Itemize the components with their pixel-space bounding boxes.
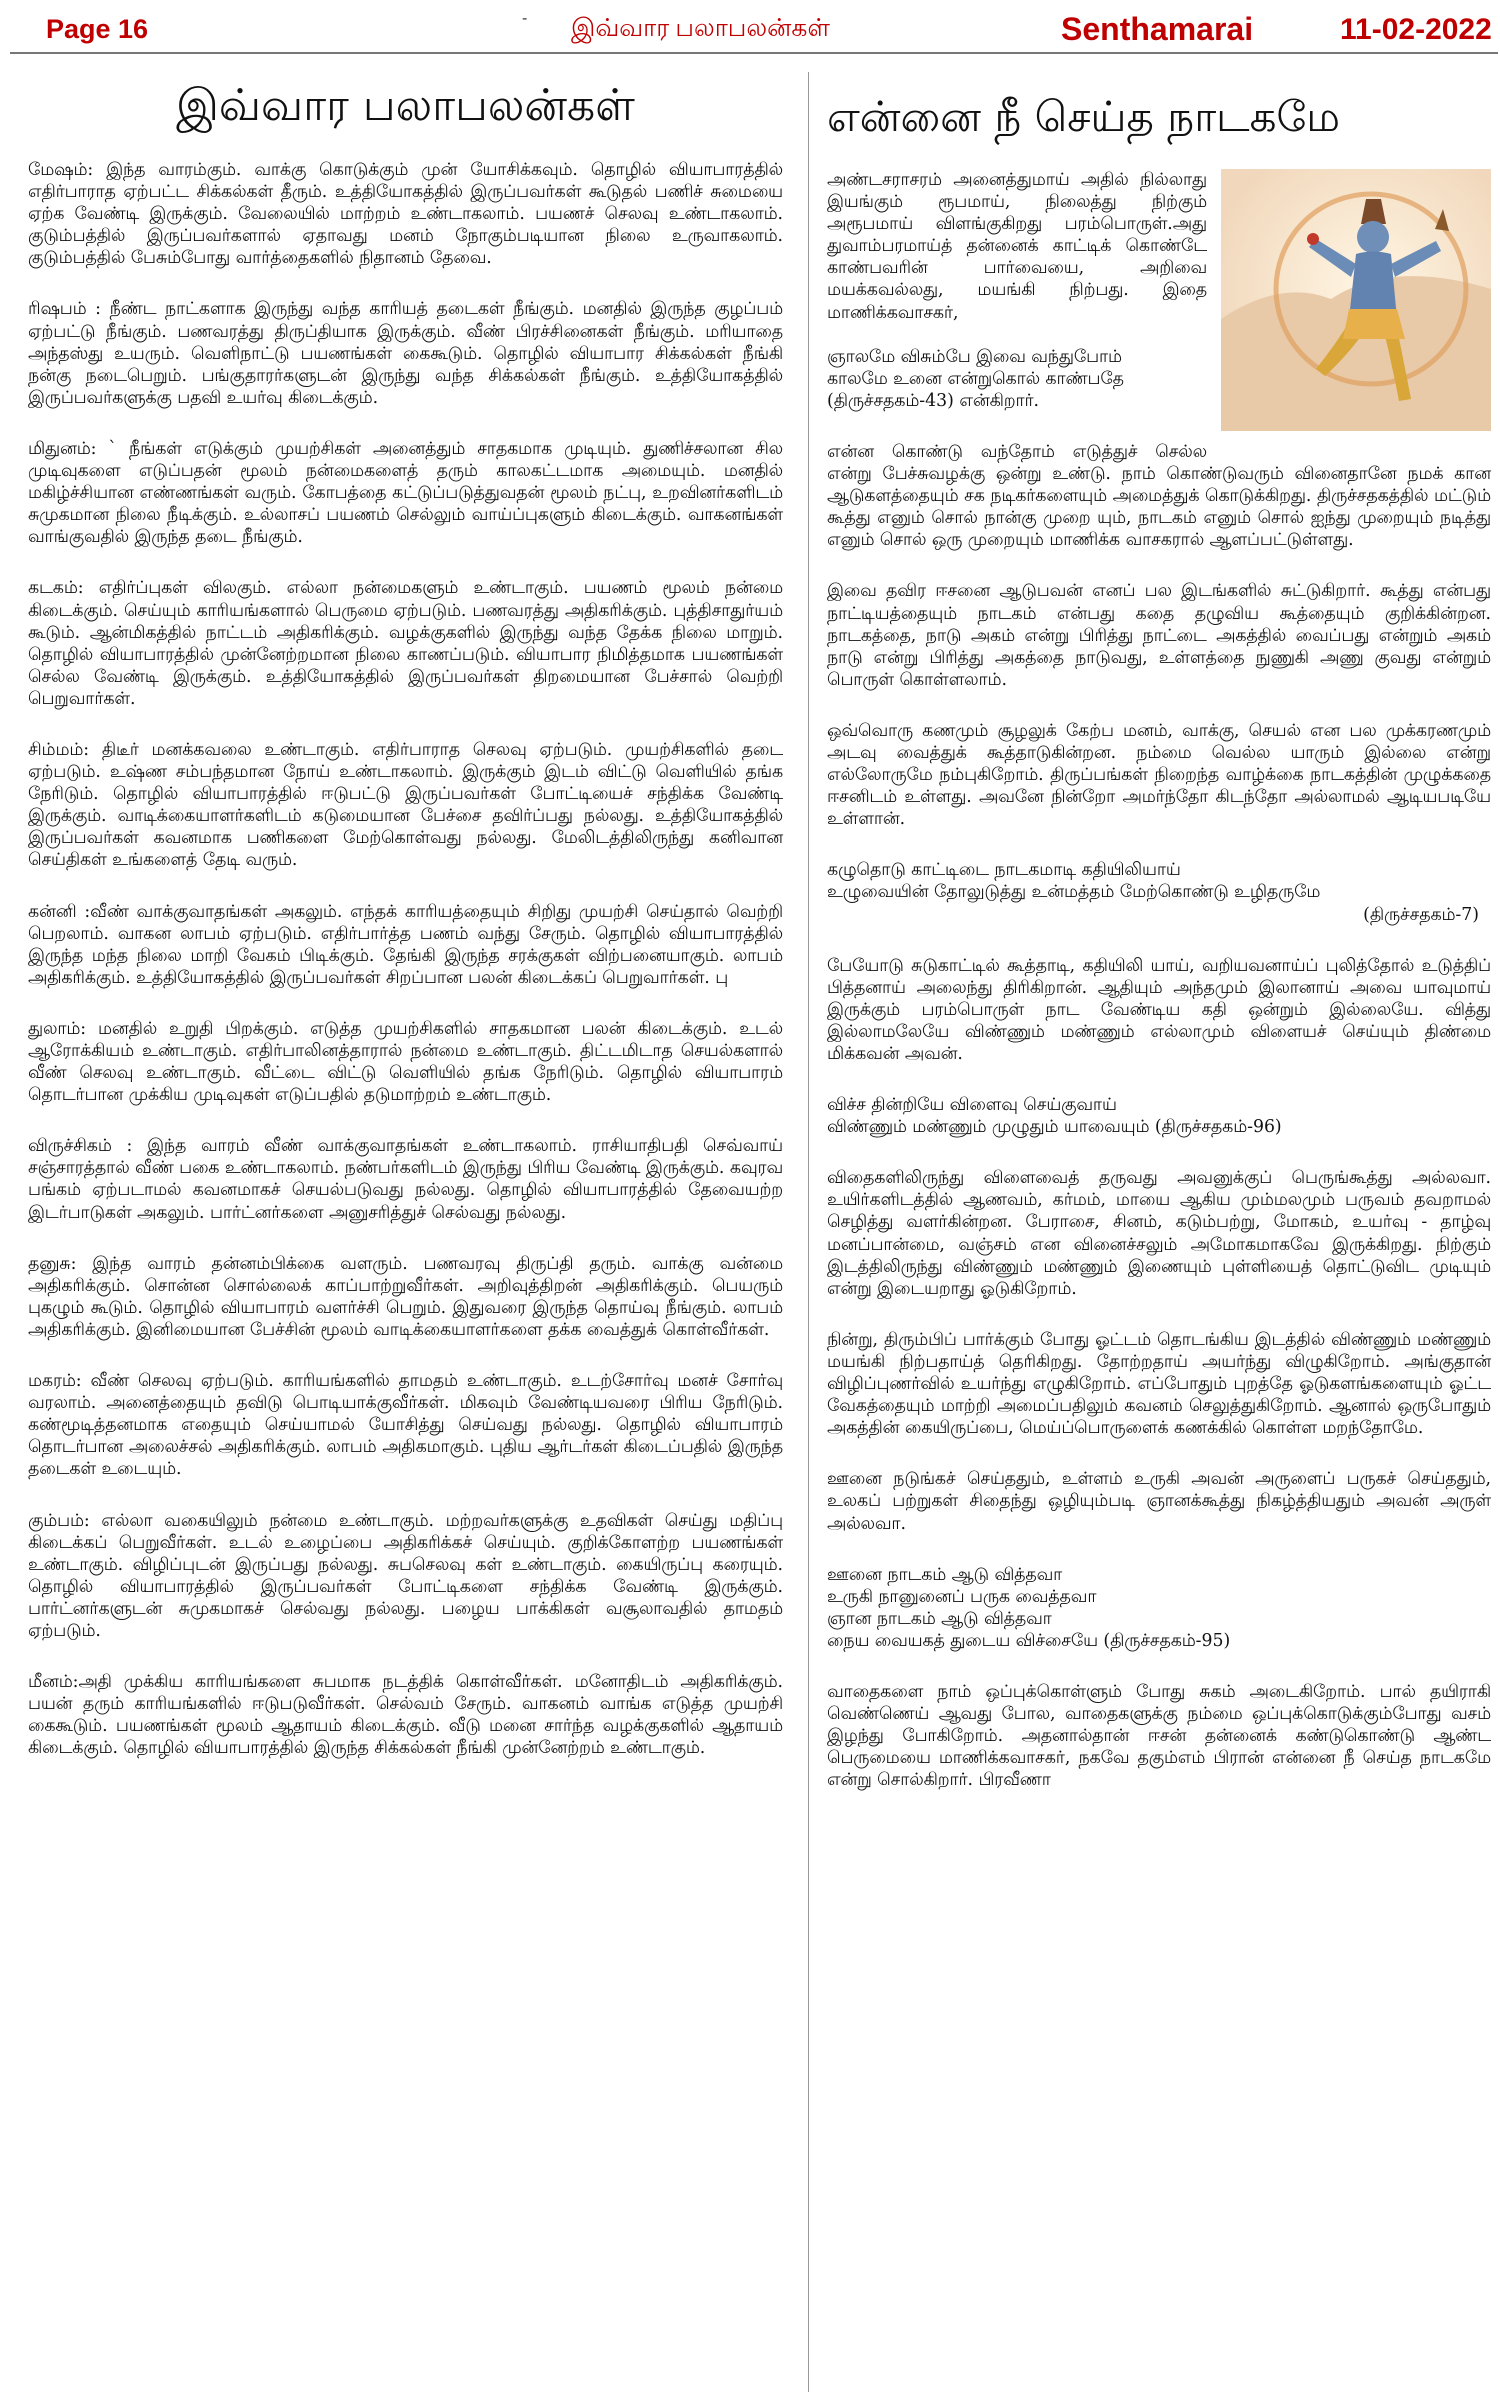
verse-4: [827, 1564, 1491, 1652]
verse-1-line-2: காலமே உனை என்றுகொல் காண்பதே: [827, 368, 1124, 389]
page-number: Page 16: [46, 14, 149, 44]
article-paragraph-1: என்ன கொண்டு வந்தோம் எடுத்துச் செல்ல என்று பேச்சுவழக்கு ஒன்று உண்டு. நாம் கொண்டுவரும் வினைதானே நமக் கான ஆடுகளத்தையும் சக நடிகர்களையும் அமைத்துக் கொடுக்கிறது. திருச்சதகத்தில் மட்டும் கூத்து எனும் சொல் நான்கு முறை யும், நாடகம் எனும் சொல் ஐந்து முறையும் நடித்து எனும் சொல் ஒரு முறையும் மாணிக்க வாசகரால் ஆளப்பட்டுள்ளது.: [827, 441, 1491, 551]
article-paragraph-4: பேயோடு சுடுகாட்டில் கூத்தாடி, கதியிலி யாய், வறியவனாய்ப் புலித்தோல் உடுத்திப் பித்தனாய் அலைந்து திரிகிறான். ஆதியும் அந்தமும் இலானாய் அவை யாவுமாய் இருக்கும் பரம்பொருள் நாட வேண்டிய கதி ஒன்றும் இல்லையே. வித்து இல்லாமலேயே விண்ணும் மண்ணும் எல்லாமும் விளையச் செய்யும் திண்மை மிக்கவன் அவன்.: [827, 955, 1491, 1064]
header-marker: -: [522, 10, 528, 27]
article-paragraph-6: நின்று, திரும்பிப் பார்க்கும் போது ஓட்டம் தொடங்கிய இடத்தில் விண்ணும் மண்ணும் மயங்கி நிற்பதாய்த் தெரிகிறது. தோற்றதாய் அயர்ந்து விழுகிறோம். அங்குதான் விழிப்புணர்வில் உயர்ந்து எழுகிறோம். எப்போதும் புறத்தே ஓடுகளங்களையும் ஓட்ட வேகத்தையும் மாற்றி அமைப்பதிலும் கவனம் செலுத்துகிறோம். ஆனால் ஒருபோதும் அகத்தின் கையிருப்பை, மெய்ப்பொருளைக் கணக்கில் கொள்ள மறந்தோமே.: [827, 1329, 1491, 1439]
article-paragraph-3: ஒவ்வொரு கணமும் சூழலுக் கேற்ப மனம், வாக்கு, செயல் என பல முக்கரணமும் அடவு வைத்துக் கூத்தாடுகின்றன. நம்மை வெல்ல யாரும் இல்லை என்று எல்லோருமே நம்புகிறோம். திருப்பங்கள் நிறைந்த வாழ்க்கை நாடகத்தின் முழுக்கதை ஈசனிடம் உள்ளது. அவனே நின்றோ அமர்ந்தோ கிடந்தோ அல்லாமல் ஆடியபடியே உள்ளான்.: [827, 720, 1491, 830]
rasi-magaram: மகரம்: வீண் செலவு ஏற்படும். காரியங்களில் தாமதம் உண்டாகும். உடற்சோர்வு மனச் சோர்வு வரலாம். அனைத்தையும் தவிடு பொடியாக்குவீர்கள். மிகவும் வேண்டியவரை பிரிய நேரிடும். கண்மூடித்தனமாக எதையும் செய்யாமல் யோசித்து செய்வது நல்லது. தொழில் வியாபாரம் தொடர்பான அலைச்சல் அதிகரிக்கும். லாபம் அதிகமாகும். புதிய ஆர்டர்கள் கிடைப்பதில் இருந்த தடைகள் உடையும்.: [28, 1371, 783, 1480]
damaru-drum: [1307, 233, 1319, 245]
publication-name: Senthamarai: [1061, 11, 1254, 47]
verse-2-line-2: உழுவையின் தோலுடுத்து உன்மத்தம் மேற்கொண்டு உழிதருமே: [827, 882, 1321, 903]
verse-2: [827, 859, 1491, 925]
article-paragraph-2: இவை தவிர ஈசனை ஆடுபவன் எனப் பல இடங்களில் சுட்டுகிறார். கூத்து என்பது நாட்டியத்தையும் நாடகம் என்பது கதை தழுவிய கூத்தையும் குறிக்கின்றன. நாடகத்தை, நாடு அகம் என்று பிரித்து நாட்டை அகத்தில் வைப்பது என்றும் அகம் நாடு என்று பிரித்து அகத்தை நாடுவது, உள்ளத்தை நுணுகி அணு குவது என்றும் பொருள் கொள்ளலாம்.: [827, 581, 1491, 690]
article-paragraph-5: விதைகளிலிருந்து விளைவைத் தருவது அவனுக்குப் பெருங்கூத்து அல்லவா. உயிர்களிடத்தில் ஆணவம், கர்மம், மாயை ஆகிய மும்மலமும் பருவம் தவறாமல் செழித்து வளர்கின்றன. பேராசை, சினம், கடும்பற்று, மோகம், உயர்வு - தாழ்வு மனப்பான்மை, வஞ்சம் என வினைச்சலும் அமோகமாகவே இருக்கிறது. நிற்கும் இடத்திலிருந்து விண்ணும் மண்ணும் இணையும் புள்ளியைத் தொட்டுவிட முடியும் என்று இடையறாது ஓடுகிறோம்.: [827, 1168, 1491, 1299]
rasi-dhanusu: தனுசு: இந்த வாரம் தன்னம்பிக்கை வளரும். பணவரவு திருப்தி தரும். வாக்கு வன்மை அதிகரிக்கும். சொன்ன சொல்லைக் காப்பாற்றுவீர்கள். அறிவுத்திறன் அதிகரிக்கும். பெயரும் புகழும் கூடும். தொழில் வியாபாரம் வளர்ச்சி பெறும். இதுவரை இருந்த தொய்வு நீங்கும். லாபம் அதிகரிக்கும். இனிமையான பேச்சின் மூலம் வாடிக்கையாளர்களை தக்க வைத்துக் கொள்வீர்கள்.: [28, 1253, 783, 1340]
issue-date: 11-02-2022: [1340, 13, 1492, 46]
verse-2-line-1: கழுதொடு காட்டிடை நாடகமாடி கதியிலியாய்: [827, 860, 1181, 881]
horoscope-title: இவ்வார பலாபலன்கள்: [176, 80, 635, 131]
article-column: [808, 72, 1495, 2392]
rasi-mithunam: மிதுனம்: ` நீங்கள் எடுக்கும் முயற்சிகள் அனைத்தும் சாதகமாக முடியும். துணிச்சலான சில முடிவுகளை எடுப்பதன் மூலம் நன்மைகளைத் தரும் காலகட்டமாக அமையும். மனதில் மகிழ்ச்சியான எண்ணங்கள் வரும். கோபத்தை கட்டுப்படுத்துவதன் மூலம் நட்பு, உறவினர்களிடம் சுமுகமான நிலை நீடிக்கும். உல்லாசப் பயணம் செல்லும் வாய்ப்புகளும் கிடைக்கும். வாகனங்கள் வாங்குவதில் இருந்த தடை நீங்கும்.: [28, 438, 783, 548]
article-intro: அண்டசராசரம் அனைத்துமாய் அதில் நில்லாது இயங்கும் ரூபமாய், நிலைத்து நிற்கும் அரூபமாய் விளங்குகிறது பரம்பொருள்.அது துவாம்பரமாய்த் தன்னைக் காட்டிக் கொண்டே காண்பவரின் பார்வையை, அறிவை மயக்கவல்லது, மயங்கி நிற்பது. இதை மாணிக்கவாசகர்,: [827, 170, 1207, 323]
verse-3-line-2: விண்ணும் மண்ணும் முழுதும் யாவையும் (திருச்சதகம்-96): [827, 1117, 1282, 1138]
rasi-kumbam: கும்பம்: எல்லா வகையிலும் நன்மை உண்டாகும். மற்றவர்களுக்கு உதவிகள் செய்து மதிப்பு கிடைக்கப் பெறுவீர்கள். உடல் உழைப்பை அதிகரிக்கச் செய்யும். குறிக்கோளற்ற பயணங்கள் உண்டாகும். விழிப்புடன் இருப்பது நல்லது. சுபசெலவு கள் உண்டாகும். கையிருப்பு கரையும். தொழில் வியாபாரத்தில் இருப்பவர்கள் போட்டிகளை சந்திக்க வேண்டி இருக்கும். பார்ட்னர்களுடன் சுமுகமாகச் செல்வது நல்லது. பழைய பாக்கிகள் வசூலாவதில் தாமதம் ஏற்படும்.: [28, 1510, 783, 1641]
verse-1-line-3: (திருச்சதகம்-43) என்கிறார்.: [827, 390, 1040, 411]
rasi-meenam: மீனம்:அதி முக்கிய காரியங்களை சுபமாக நடத்திக் கொள்வீர்கள். மனோதிடம் அதிகரிக்கும். பயன் தரும் காரியங்களில் ஈடுபடுவீர்கள். செல்வம் சேரும். வாகனம் வாங்க எடுத்த முயற்சி கைகூடும். பயணங்கள் மூலம் ஆதாயம் கிடைக்கும். வீடு மனை சார்ந்த வழக்குகளில் ஆதாயம் கிடைக்கும். தொழில் வியாபாரத்தில் இருந்த சிக்கல்கள் நீங்கி முன்னேற்றம் உண்டாகும்.: [28, 1672, 783, 1759]
page-header: [10, 8, 1498, 54]
verse-2-citation: (திருச்சதகம்-7): [1363, 904, 1479, 925]
article-paragraph-8: வாதைகளை நாம் ஒப்புக்கொள்ளும் போது சுகம் அடைகிறோம். பால் தயிராகி வெண்ணெய் ஆவது போல, வாதைகளுக்கு நம்மை ஒப்புக்கொடுக்கும்போது வசம் இழந்து போகிறோம். அதனால்தான் ஈசன் தன்னைக் கண்டுகொண்டு ஆண்ட பெருமையை மாணிக்கவாசகர், நகவே தகும்எம் பிரான் என்னை நீ செய்த நாடகமே என்று சொல்கிறார். பிரவீணா: [827, 1681, 1491, 1791]
rasi-mesham: மேஷம்: இந்த வாரம்கும். வாக்கு கொடுக்கும் முன் யோசிக்கவும். தொழில் வியாபாரத்தில் எதிர்பாராத ஏற்பட்ட சிக்கல்கள் தீரும். உத்தியோகத்தில் இருப்பவர்கள் கூடுதல் பணிச் சுமையை ஏற்க வேண்டி இருக்கும். வேலையில் மாற்றம் உண்டாகலாம். பயணச் செலவு உண்டாகலாம். குடும்பத்தில் இருப்பவர்களால் ஏதாவது மனம் நோகும்படியான நிலை உருவாகலாம். குடும்பத்தில் பேசும்போது வார்த்தைகளில் நிதானம் தேவை.: [28, 160, 783, 269]
rasi-kadagam: கடகம்: எதிர்ப்புகள் விலகும். எல்லா நன்மைகளும் உண்டாகும். பயணம் மூலம் நன்மை கிடைக்கும். செய்யும் காரியங்களால் பெருமை ஏற்படும். பணவரத்து அதிகரிக்கும். புத்திசாதுர்யம் கூடும். ஆன்மிகத்தில் நாட்டம் அதிகரிக்கும். வழக்குகளில் இருந்து வந்த தேக்க நிலை மாறும். தொழில் வியாபாரத்தில் முன்னேற்றமான நிலை காணப்படும். வியாபார நிமித்தமாக பயணங்கள் செல்ல வேண்டி இருக்கும். உத்தியோகத்தில் இருப்பவர்கள் திறமையான பேச்சால் வெற்றி பெறுவார்கள்.: [28, 578, 783, 709]
article-paragraph-7: ஊனை நடுங்கச் செய்ததும், உள்ளம் உருகி அவன் அருளைப் பருகச் செய்ததும், உலகப் பற்றுகள் சிதைந்து ஒழியும்படி ஞானக்கூத்து நிகழ்த்தியதும் அவன் அருள் அல்லவா.: [827, 1469, 1491, 1534]
rasi-simmam: சிம்மம்: திடீர் மனக்கவலை உண்டாகும். எதிர்பாராத செலவு ஏற்படும். முயற்சிகளில் தடை ஏற்படும். உஷ்ண சம்பந்தமான நோய் உண்டாகலாம். இருக்கும் இடம் விட்டு வெளியில் தங்க நேரிடும். தொழில் வியாபாரத்தில் ஈடுபட்டு இருப்பவர்கள் போட்டியைச் சந்திக்க வேண்டி இருக்கும். வாடிக்கையாளர்களிடம் கடுமையான பேச்சை தவிர்ப்பது நல்லது. உத்தியோகத்தில் இருப்பவர்கள் கவனமாக பணிகளை மேற்கொள்வது நல்லது. மேலிடத்திலிருந்து கனிவான செய்திகள் உங்களைத் தேடி வரும்.: [28, 739, 783, 871]
article-title: என்னை நீ செய்த நாடகமே: [827, 92, 1341, 141]
article-body: [809, 169, 1495, 1791]
verse-3-line-1: விச்ச தின்றியே விளைவு செய்குவாய்: [827, 1095, 1117, 1116]
deity-head: [1357, 221, 1389, 253]
verse-4-line-4: நைய வையகத் துடைய விச்சையே (திருச்சதகம்-95): [827, 1630, 1231, 1651]
section-name: இவ்வார பலாபலன்கள்: [571, 15, 830, 42]
rasi-thulam: துலாம்: மனதில் உறுதி பிறக்கும். எடுத்த முயற்சிகளில் சாதகமான பலன் கிடைக்கும். உடல் ஆரோக்கியம் உண்டாகும். எதிர்பாலினத்தாரால் நன்மை உண்டாகும். திட்டமிடாத செயல்களால் வீண் செலவு உண்டாகும். வீட்டை விட்டு வெளியில் தங்க நேரிடும். தொழில் வியாபாரம் தொடர்பான முக்கிய முடிவுகள் எடுப்பதில் தடுமாற்றம் உண்டாகும்.: [28, 1018, 783, 1106]
verse-3: [827, 1094, 1491, 1138]
horoscope-column: [28, 72, 783, 1788]
rasi-viruchigam: விருச்சிகம் : இந்த வாரம் வீண் வாக்குவாதங்கள் உண்டாகலாம். ராசியாதிபதி செவ்வாய் சஞ்சாரத்தால் வீண் பகை உண்டாகலாம். நண்பர்களிடம் இருந்து பிரிய வேண்டி இருக்கும். கவுரவ பங்கம் ஏற்படாமல் கவனமாகச் செயல்படுவது நல்லது. தொழில் வியாபாரத்தில் தேவையற்ற இடர்பாடுகள் அகலும். பார்ட்னர்களை அனுசரித்துச் செல்வது நல்லது.: [28, 1136, 783, 1223]
rasi-rishabam: ரிஷபம் : நீண்ட நாட்களாக இருந்து வந்த காரியத் தடைகள் நீங்கும். மனதில் இருந்த குழப்பம் ஏற்பட்டு நீங்கும். பணவரத்து திருப்தியாக இருக்கும். வீண் பிரச்சினைகள் நீங்கும். மரியாதை அந்தஸ்து உயரும். வெளிநாட்டு பயணங்கள் கைகூடும். தொழில் வியாபார சிக்கல்கள் நீங்கி நன்கு நடைபெறும். பங்குதாரர்களுடன் இருந்து வந்த சிக்கல்கள் நீங்கும். உத்தியோகத்தில் இருப்பவர்களுக்கு பதவி உயர்வு கிடைக்கும்.: [28, 299, 783, 408]
horoscope-list: [28, 159, 783, 1759]
nataraja-illustration: [1221, 169, 1491, 431]
deity-garment: [1343, 309, 1405, 339]
verse-4-line-3: ஞான நாடகம் ஆடு வித்தவா: [827, 1608, 1052, 1629]
verse-4-line-1: ஊனை நாடகம் ஆடு வித்தவா: [827, 1564, 1063, 1585]
rasi-kanni: கன்னி :வீண் வாக்குவாதங்கள் அகலும். எந்தக் காரியத்தையும் சிறிது முயற்சி செய்தால் வெற்றி பெறலாம். வாகன லாபம் ஏற்படும். எதிர்பார்த்த பணம் வந்து சேரும். தொழில் வியாபாரத்தில் இருந்த மந்த நிலை மாறி வேகம் பிடிக்கும். தேங்கி இருந்த சரக்குகள் விற்பனையாகும். லாபம் அதிகரிக்கும். உத்தியோகத்தில் இருப்பவர்கள் சிறப்பான பலன் கிடைக்கப் பெறுவார்கள். பு: [28, 901, 783, 988]
verse-4-line-2: உருகி நானுனைப் பருக வைத்தவா: [827, 1586, 1097, 1607]
verse-1-line-1: ஞாலமே விசும்பே இவை வந்துபோம்: [827, 346, 1122, 367]
